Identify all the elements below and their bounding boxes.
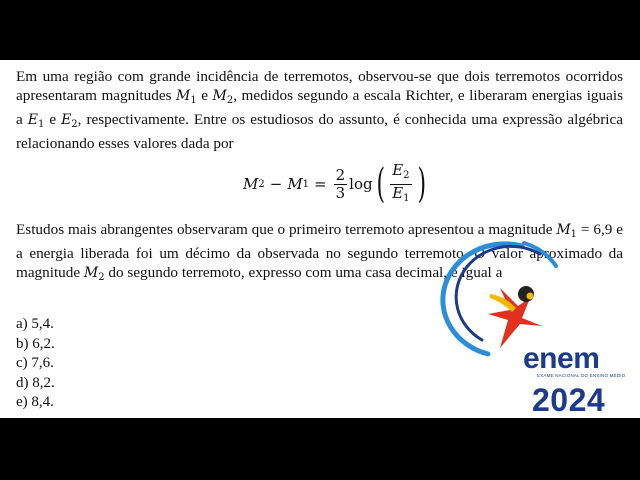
formula-equals: = (314, 175, 327, 193)
body-M1-value: = 6,9 (577, 221, 613, 238)
intro-text-3: , medidos segundo a escala Richter, e liberaram energias iguais a (16, 87, 623, 128)
option-e[interactable]: e) 8,4. (16, 394, 54, 410)
math-M2: $M_2$ (212, 88, 234, 106)
option-c[interactable]: c) 7,6. (16, 355, 54, 371)
formula-right-paren: ) (417, 161, 426, 207)
intro-text-4: , respectivamente. Entre os estudiosos do assunto, é conhecida uma expressão algébrica relacionando esses valores dada por (16, 111, 623, 152)
option-d[interactable]: d) 8,2. (16, 374, 55, 391)
body-text-2: e a energia liberada foi um décimo da observada no segundo terremoto. O valor aproximado da magnitude (16, 221, 623, 281)
enem-logo-year: 2024 (532, 382, 606, 418)
formula-coefficient: $\frac{2}{3}$ (335, 165, 346, 202)
option-b[interactable]: b) 6,2. (16, 335, 55, 352)
body-text-1: Estudos mais abrangentes observaram que o primeiro terremoto apresentou a magnitude (16, 221, 557, 238)
formula-left-paren: ( (376, 161, 385, 207)
answer-options (16, 315, 55, 413)
option-a[interactable]: a) 5,4. (16, 316, 54, 332)
intro-text-1: Em uma região com grande incidência de terremotos, observou-se que dois terremotos ocorridos apresentaram magnitudes (16, 68, 623, 104)
math-M1: $M_1$ (176, 88, 197, 106)
richter-formula: M 2 − M 1 = $\frac{2}{3}$ log ( $\frac{E_2}{E_1}$ ) (243, 160, 426, 207)
math-M1-value: $M_1$ (556, 222, 578, 240)
intro-text-2: e (196, 87, 213, 104)
body-text-3: do segundo terremoto, expresso com uma casa decimal, é igual a (104, 264, 503, 281)
question-intro-paragraph (16, 67, 623, 153)
formula-M1: M (287, 175, 303, 193)
formula-energy-ratio: $\frac{E_2}{E_1}$ (392, 160, 410, 204)
enem-logo-wordmark: enem (523, 342, 600, 375)
math-E2: $E_2$ (61, 112, 78, 130)
formula-M2: M (243, 175, 259, 193)
enem-logo-tagline: EXAME NACIONAL DO ENSINO MÉDIO (537, 373, 626, 378)
math-E1: $E_1$ (27, 112, 45, 130)
intro-text-and: e (44, 111, 62, 128)
formula-log: log (349, 175, 373, 193)
math-M2-body: $M_2$ (83, 265, 105, 283)
enem-logo-icon (430, 236, 630, 358)
formula-minus: − (269, 175, 283, 193)
